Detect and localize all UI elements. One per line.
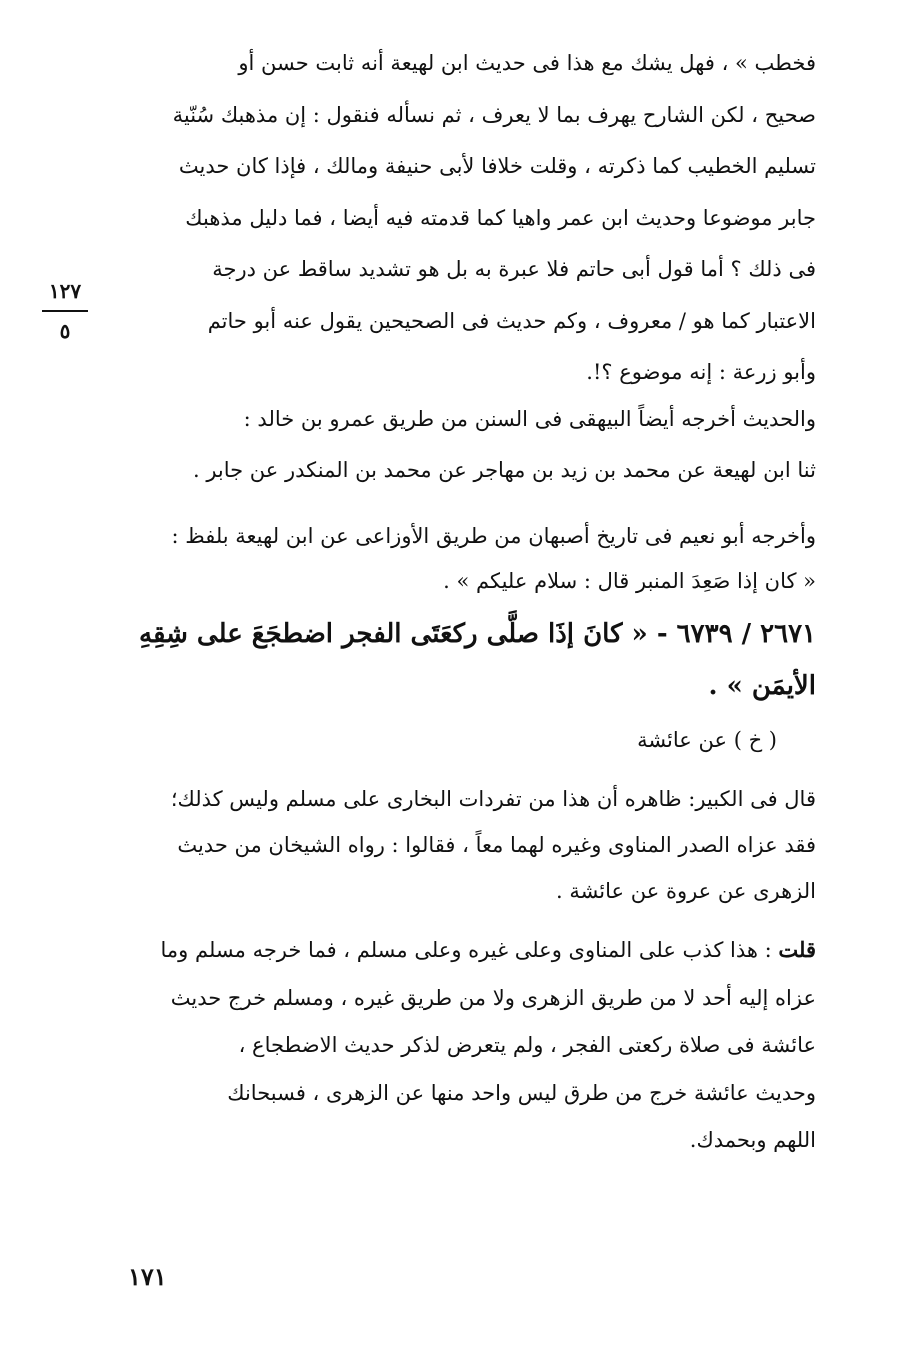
paragraph-bayhaqi — [110, 394, 816, 496]
response-first-line-rest: : هذا كذب على المناوى وعلى غيره وعلى مسلم ، فما خرجه مسلم وما — [160, 938, 779, 962]
text-line: فقد عزاه الصدر المناوى وغيره لهما معاً ، فقالوا : رواه الشيخان من حديث — [177, 833, 816, 857]
response-lead-word: قلت — [778, 937, 816, 962]
text-line: قال فى الكبير: ظاهره أن هذا من تفردات البخارى على مسلم وليس كذلك؛ — [170, 787, 816, 811]
paragraph-kabir — [110, 776, 816, 914]
margin-reference — [42, 278, 88, 342]
text-line: اللهم وبحمدك. — [689, 1128, 816, 1152]
text-line — [110, 926, 816, 975]
text-line: الزهرى عن عروة عن عائشة . — [555, 879, 816, 903]
hadith-text-line: الأيمَن » . — [708, 671, 816, 701]
paragraph-abu-nuaym — [110, 514, 816, 604]
text-line: الاعتبار كما هو / معروف ، وكم حديث فى الصحيحين يقول عنه أبو حاتم — [207, 308, 816, 333]
margin-reference-volume: ١٢٧ — [48, 279, 82, 303]
text-line: فى ذلك ؟ أما قول أبى حاتم فلا عبرة به بل هو تشديد ساقط عن درجة — [212, 257, 816, 281]
text-line: وأخرجه أبو نعيم فى تاريخ أصبهان من طريق الأوزاعى عن ابن لهيعة بلفظ : — [171, 524, 816, 548]
text-line: ثنا ابن لهيعة عن محمد بن زيد بن مهاجر عن محمد بن المنكدر عن جابر . — [192, 458, 816, 482]
margin-reference-page: ٥ — [59, 319, 71, 343]
hadith-attribution — [637, 718, 777, 762]
page-number: ١٧١ — [128, 1262, 167, 1291]
text-line: عائشة فى صلاة ركعتى الفجر ، ولم يتعرض لذكر حديث الاضطجاع ، — [238, 1033, 816, 1057]
hadith-text-line: ٢٦٧١ / ٦٧٣٩ - « كانَ إذَا صلَّى ركعَتَى الفجر اضطجَعَ على شِقِهِ — [139, 619, 816, 649]
text-line: والحديث أخرجه أيضاً البيهقى فى السنن من طريق عمرو بن خالد : — [243, 407, 816, 431]
paragraph-response — [110, 926, 816, 1165]
text-line: فخطب » ، فهل يشك مع هذا فى حديث ابن لهيعة أنه ثابت حسن أو — [238, 51, 816, 75]
text-line: وأبو زرعة : إنه موضوع ؟!. — [586, 360, 816, 384]
text-line: وحديث عائشة خرج من طرق ليس واحد منها عن الزهرى ، فسبحانك — [227, 1080, 816, 1105]
paragraph-commentary — [110, 38, 816, 399]
text-line: « كان إذا صَعِدَ المنبر قال : سلام عليكم » . — [443, 569, 816, 593]
text-line: تسليم الخطيب كما ذكرته ، وقلت خلافا لأبى حنيفة ومالك ، فإذا كان حديث — [178, 154, 816, 178]
margin-reference-rule — [42, 310, 88, 312]
attribution-text: ( خ ) عن عائشة — [637, 728, 777, 752]
hadith-entry — [110, 608, 816, 712]
text-line: عزاه إليه أحد لا من طريق الزهرى ولا من طريق غيره ، ومسلم خرج حديث — [170, 985, 816, 1010]
text-line: صحيح ، لكن الشارح يهرف بما لا يعرف ، ثم نسأله فنقول : إن مذهبك سُنّية — [172, 102, 816, 127]
text-line: جابر موضوعا وحديث ابن عمر واهيا كما قدمته فيه أيضا ، فما دليل مذهبك — [185, 205, 816, 230]
